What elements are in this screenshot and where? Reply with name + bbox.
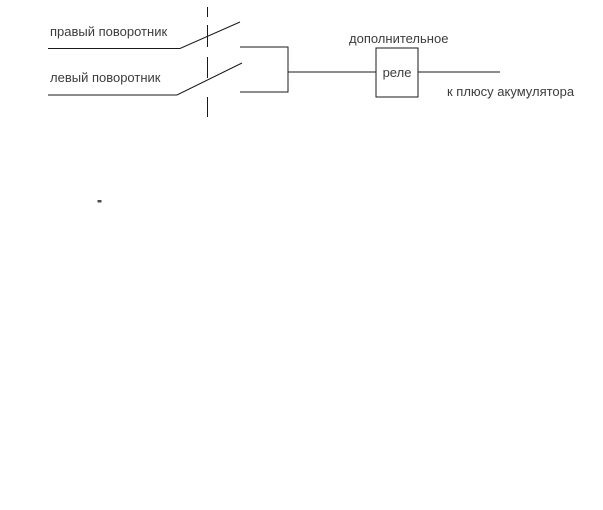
stray-dot [98, 200, 102, 203]
label-to-battery-plus: к плюсу акумулятора [447, 84, 575, 99]
label-relay: реле [382, 65, 412, 80]
label-left-turn-signal: левый поворотник [50, 70, 161, 85]
label-additional: дополнительное [349, 31, 449, 46]
common-contact-bracket [240, 47, 288, 92]
label-right-turn-signal: правый поворотник [50, 24, 168, 39]
